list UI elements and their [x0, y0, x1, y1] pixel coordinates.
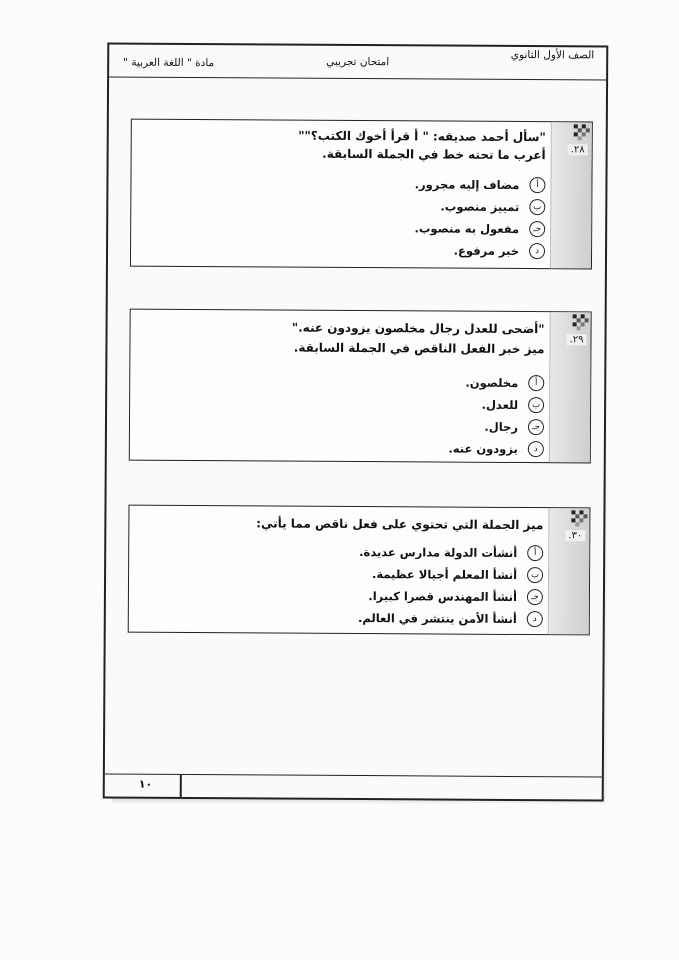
options-list — [448, 372, 544, 461]
question-quote: "سأل أحمد صديقه: " أ قرأ أخوك الكتب؟"" — [298, 128, 546, 145]
option-text: أنشأ المهندس قصرا كبيرا. — [368, 589, 517, 604]
option-d[interactable] — [358, 607, 543, 630]
question-number-strip — [549, 312, 591, 462]
option-letter-circle: د — [527, 611, 543, 627]
question-number: ٢٨. — [568, 144, 588, 155]
option-letter-circle: ب — [528, 397, 544, 413]
exam-title: امتحان تجريبي — [326, 55, 390, 69]
question-29-box — [129, 309, 592, 464]
option-text: تمييز منصوب. — [440, 199, 520, 214]
exam-page — [103, 42, 609, 801]
option-text: مفعول به منصوب. — [414, 221, 520, 236]
option-letter-circle: أ — [527, 545, 543, 561]
option-letter-circle: أ — [528, 375, 544, 391]
decorative-pattern-icon — [571, 510, 587, 526]
option-b[interactable] — [414, 195, 545, 218]
subject-label: مادة " اللغة العربية " — [123, 56, 215, 70]
question-number-strip — [550, 122, 592, 268]
decorative-pattern-icon — [573, 314, 589, 330]
question-number-strip — [548, 508, 590, 634]
option-c[interactable] — [449, 416, 545, 439]
option-d[interactable] — [414, 239, 545, 262]
question-30-box — [128, 505, 591, 636]
option-a[interactable] — [449, 372, 545, 395]
grade-label: الصف الأول الثانوي — [510, 48, 595, 62]
option-c[interactable] — [414, 217, 545, 240]
option-d[interactable] — [448, 438, 544, 461]
option-text: خبر مرفوع. — [453, 243, 520, 258]
option-text: أنشأ المعلم أجيالا عظيمة. — [371, 567, 518, 582]
option-letter-circle: د — [529, 243, 545, 259]
option-b[interactable] — [449, 394, 545, 417]
option-text: مضاف إليه مجرور. — [414, 177, 520, 192]
page-header — [109, 44, 606, 80]
question-number: ٣٠. — [565, 530, 585, 541]
option-text: رجال. — [484, 419, 519, 434]
page-number-box — [125, 775, 182, 797]
options-list — [358, 541, 543, 630]
option-text: أنشأ الأمن ينتشر في العالم. — [357, 611, 517, 626]
option-letter-circle: أ — [529, 177, 545, 193]
page-footer — [105, 773, 602, 799]
option-b[interactable] — [358, 563, 543, 586]
option-letter-circle: ب — [527, 567, 543, 583]
question-instruction: ميز خبر الفعل الناقص في الجملة السابقة. — [293, 340, 545, 357]
question-quote: "أضحى للعدل رجال مخلصون يزودون عنه." — [291, 320, 545, 337]
option-letter-circle: جـ — [529, 221, 545, 237]
decorative-pattern-icon — [574, 124, 590, 140]
option-a[interactable] — [358, 541, 543, 564]
option-letter-circle: د — [528, 441, 544, 457]
option-c[interactable] — [358, 585, 543, 608]
option-text: أنشأت الدولة مدارس عديدة. — [359, 545, 518, 560]
question-28-box — [130, 119, 593, 270]
option-text: يزودون عنه. — [448, 441, 518, 456]
page-number: ١٠ — [138, 777, 153, 791]
options-list — [414, 173, 545, 262]
option-text: مخلصون. — [465, 375, 519, 390]
option-letter-circle: ب — [529, 199, 545, 215]
option-a[interactable] — [415, 173, 546, 196]
question-instruction: أعرب ما تحته خط في الجملة السابقة. — [322, 146, 546, 163]
question-instruction: ميز الجملة التي تحتوي على فعل ناقص مما يأتي: — [256, 516, 544, 533]
option-letter-circle: جـ — [528, 419, 544, 435]
option-letter-circle: جـ — [527, 589, 543, 605]
option-text: للعدل. — [481, 397, 519, 412]
question-number: ٢٩. — [567, 334, 587, 345]
